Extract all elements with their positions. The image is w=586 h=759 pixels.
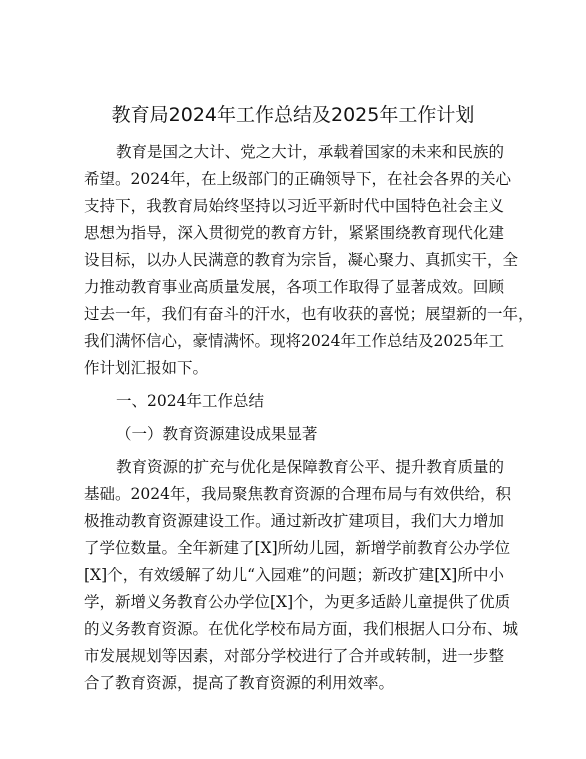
body-line-7: 的义务教育资源。在优化学校布局方面，我们根据人口分布、城 bbox=[84, 620, 519, 638]
intro-line-5: 设目标，以办人民满意的教育为宗旨，凝心聚力、真抓实干，全 bbox=[84, 251, 519, 269]
intro-line-6: 力推动教育事业高质量发展，各项工作取得了显著成效。回顾 bbox=[84, 278, 504, 296]
body-line-8: 市发展规划等因素，对部分学校进行了合并或转制，进一步整 bbox=[84, 647, 504, 665]
intro-line-8: 我们满怀信心，豪情满怀。现将2024年工作总结及2025年工 bbox=[84, 332, 504, 350]
section-heading: 一、2024年工作总结 bbox=[116, 392, 264, 410]
intro-line-1: 教育是国之大计、党之大计，承载着国家的未来和民族的 bbox=[116, 143, 504, 161]
intro-line-9: 作计划汇报如下。 bbox=[84, 359, 209, 377]
body-line-9: 合了教育资源，提高了教育资源的利用效率。 bbox=[84, 674, 395, 692]
body-line-5: [X]个，有效缓解了幼儿“入园难”的问题；新改扩建[X]所中小 bbox=[84, 566, 504, 584]
body-line-6: 学，新增义务教育公办学位[X]个，为更多适龄儿童提供了优质 bbox=[84, 593, 511, 611]
intro-line-7: 过去一年，我们有奋斗的汗水，也有收获的喜悦；展望新的一年， bbox=[84, 305, 534, 323]
intro-line-2: 希望。2024年，在上级部门的正确领导下，在社会各界的关心 bbox=[84, 170, 511, 188]
intro-line-3: 支持下，我教育局始终坚持以习近平新时代中国特色社会主义 bbox=[84, 197, 504, 215]
document-title: 教育局2024年工作总结及2025年工作计划 bbox=[111, 104, 475, 126]
body-line-4: 了学位数量。全年新建了[X]所幼儿园，新增学前教育公办学位 bbox=[84, 539, 511, 557]
subsection-heading: （一）教育资源建设成果显著 bbox=[116, 425, 318, 443]
intro-line-4: 思想为指导，深入贯彻党的教育方针，紧紧围绕教育现代化建 bbox=[84, 224, 504, 242]
body-line-3: 极推动教育资源建设工作。通过新改扩建项目，我们大力增加 bbox=[84, 512, 504, 530]
body-line-2: 基础。2024年，我局聚焦教育资源的合理布局与有效供给，积 bbox=[84, 485, 511, 503]
body-line-1: 教育资源的扩充与优化是保障教育公平、提升教育质量的 bbox=[116, 458, 504, 476]
